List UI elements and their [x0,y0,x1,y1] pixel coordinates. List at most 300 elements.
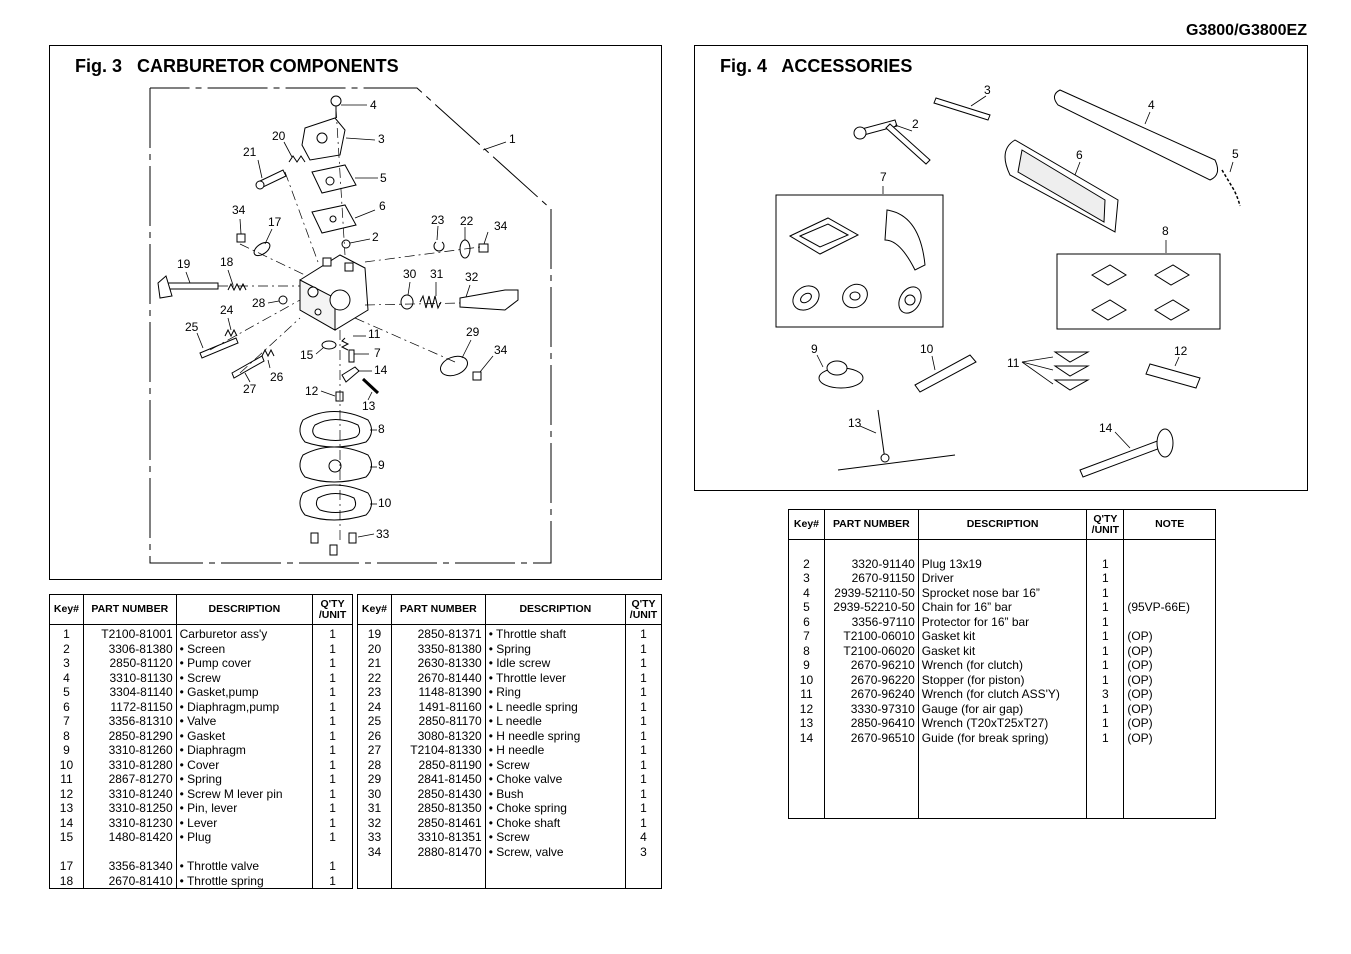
callout-fig4-14: 14 [1099,421,1113,435]
table-cell [1124,571,1216,586]
table-row [789,789,1216,804]
callout-fig3-5: 5 [380,171,387,185]
callout-fig4-11: 11 [1007,356,1020,370]
table-cell: 1 [1087,615,1124,630]
table-cell [1087,540,1124,557]
table-row [789,760,1216,775]
table-row [789,644,1216,659]
table-cell: 3 [1087,687,1124,702]
table-row [789,600,1216,615]
callout-fig3-24: 24 [220,303,234,317]
callout-fig3-27: 27 [243,382,257,396]
table-cell: 3310-81250 [83,801,176,816]
table-cell [1087,803,1124,818]
callout-fig4-3: 3 [984,83,991,97]
table-cell: 2 [789,557,825,572]
table-cell: 1 [626,700,662,715]
table-cell: 2670-96220 [824,673,918,688]
table-cell: 2850-81190 [391,758,485,773]
table-cell: • Spring [485,642,625,657]
callout-fig3-20: 20 [272,129,286,143]
table-row [789,716,1216,731]
table-cell: 18 [50,874,84,889]
table-cell: • Spring [176,772,312,787]
table-row [50,700,353,715]
table-cell: 25 [358,714,392,729]
table-cell: 1 [626,656,662,671]
table-cell [358,859,392,874]
parts-table-accessories [788,509,1216,819]
table-cell: 3330-97310 [824,702,918,717]
table-cell: • Throttle shaft [485,625,625,642]
table-row [50,729,353,744]
table-cell: 1 [626,801,662,816]
table-row [789,702,1216,717]
table-cell: 5 [50,685,84,700]
col-description: DESCRIPTION [176,595,312,625]
table-cell: 23 [358,685,392,700]
table-cell [176,845,312,860]
table-row [358,787,662,802]
table-row [358,642,662,657]
table-cell: 1 [313,642,353,657]
table-row [50,859,353,874]
table-cell: 1 [313,656,353,671]
table-cell: 13 [50,801,84,816]
callout-fig3-7: 7 [374,346,381,360]
table-row [50,801,353,816]
table-cell [485,874,625,889]
model-title: G3800/G3800EZ [1186,22,1307,39]
table-cell: Carburetor ass'y [176,625,312,642]
table-cell: 3356-81340 [83,859,176,874]
table-cell: Sprocket nose bar 16” [918,586,1087,601]
table-row [358,816,662,831]
table-cell: 3356-81310 [83,714,176,729]
table-cell: 1172-81150 [83,700,176,715]
table-row [789,673,1216,688]
table-cell: 3310-81280 [83,758,176,773]
table-cell: 12 [50,787,84,802]
table-cell: 2670-81440 [391,671,485,686]
callout-fig3-2: 2 [372,230,379,244]
table-cell: 3 [626,845,662,860]
callout-fig3-34b: 34 [494,219,508,233]
table-cell: 1480-81420 [83,830,176,845]
table-cell [918,745,1087,760]
table-cell: 1 [313,787,353,802]
table-row [358,685,662,700]
table-cell: 2 [50,642,84,657]
table-cell: Protector for 16” bar [918,615,1087,630]
table-cell [83,845,176,860]
table-row [358,700,662,715]
col-qty: Q'TY /UNIT [313,595,353,625]
table-cell: 1 [626,816,662,831]
table-cell: 31 [358,801,392,816]
table-cell: 1148-81390 [391,685,485,700]
table-cell: 15 [50,830,84,845]
table-cell: 1 [313,758,353,773]
table-cell: • Plug [176,830,312,845]
table-cell: Driver [918,571,1087,586]
table-cell [918,540,1087,557]
table-cell: 8 [50,729,84,744]
table-cell: • Throttle valve [176,859,312,874]
table-cell: 9 [789,658,825,673]
table-cell: • Gasket [176,729,312,744]
table-cell: 1 [313,625,353,642]
table-cell: • Diaphragm,pump [176,700,312,715]
table-cell: 17 [50,859,84,874]
table-cell: 1 [626,772,662,787]
callout-fig3-15: 15 [300,348,314,362]
table-cell: 4 [626,830,662,845]
callout-fig3-25: 25 [185,320,199,334]
table-cell [1124,540,1216,557]
table-cell: 1 [626,743,662,758]
table-cell: 1 [313,743,353,758]
table-cell: 1 [1087,702,1124,717]
table-cell [391,859,485,874]
table-row [358,729,662,744]
table-cell: • Throttle lever [485,671,625,686]
table-cell: 1 [1087,557,1124,572]
table-cell: (OP) [1124,687,1216,702]
table-cell: 19 [358,625,392,642]
table-cell: 2850-81461 [391,816,485,831]
table-cell: 2670-96210 [824,658,918,673]
col-part-number: PART NUMBER [391,595,485,625]
callout-fig4-12: 12 [1174,344,1188,358]
table-cell: Gasket kit [918,629,1087,644]
table-cell: 2850-81430 [391,787,485,802]
table-cell: • Valve [176,714,312,729]
table-cell: 13 [789,716,825,731]
table-cell [313,845,353,860]
table-cell: 8 [789,644,825,659]
table-cell [485,859,625,874]
table-cell [824,774,918,789]
table-cell: 3 [789,571,825,586]
table-cell: 3306-81380 [83,642,176,657]
table-row [50,830,353,845]
table-cell: 4 [50,671,84,686]
table-row [358,671,662,686]
table-row [50,656,353,671]
table-row [50,625,353,642]
table-cell: 1 [1087,673,1124,688]
table-cell: 1 [313,685,353,700]
table-row [789,629,1216,644]
table-cell [824,745,918,760]
table-row [358,625,662,642]
fig4-title: Fig. 4 ACCESSORIES [720,56,913,76]
table-cell: • H needle spring [485,729,625,744]
table-cell [1087,745,1124,760]
table-row [358,743,662,758]
col-description: DESCRIPTION [485,595,625,625]
fig3-title: Fig. 3 CARBURETOR COMPONENTS [75,56,399,76]
table-cell [824,803,918,818]
table-cell: 1 [626,758,662,773]
table-cell [918,789,1087,804]
table-row [50,787,353,802]
table-cell: 1 [626,714,662,729]
table-cell: • Screw, valve [485,845,625,860]
table-cell: (OP) [1124,658,1216,673]
table-cell: 2841-81450 [391,772,485,787]
table-cell: 24 [358,700,392,715]
table-cell [789,789,825,804]
callout-fig3-34c: 34 [494,343,508,357]
table-row [50,685,353,700]
table-cell: 1 [50,625,84,642]
callout-fig3-12: 12 [305,384,319,398]
col-part-number: PART NUMBER [83,595,176,625]
table-cell: 1 [1087,586,1124,601]
table-cell: • Cover [176,758,312,773]
callout-fig3-28: 28 [252,296,266,310]
table-cell: 1 [313,859,353,874]
callout-fig3-19: 19 [177,257,191,271]
table-cell [789,540,825,557]
table-row [789,745,1216,760]
table-row [789,774,1216,789]
table-cell [358,874,392,889]
table-row [358,874,662,889]
table-row [789,803,1216,818]
callout-fig3-4: 4 [370,98,377,112]
table-cell: 2630-81330 [391,656,485,671]
table-cell: • L needle spring [485,700,625,715]
table-cell: 27 [358,743,392,758]
table-cell: • H needle [485,743,625,758]
callout-fig4-4: 4 [1148,98,1155,112]
callout-fig3-23: 23 [431,213,445,227]
table-cell: 21 [358,656,392,671]
table-cell: 1 [626,787,662,802]
table-cell: • Choke shaft [485,816,625,831]
table-row [50,743,353,758]
table-row [358,859,662,874]
col-key: Key# [789,510,825,540]
table-cell: • Idle screw [485,656,625,671]
table-cell [1124,557,1216,572]
table-cell: 29 [358,772,392,787]
table-row [789,687,1216,702]
callout-fig3-18: 18 [220,255,234,269]
table-cell: 3 [50,656,84,671]
table-cell: (95VP-66E) [1124,600,1216,615]
table-cell: 1 [313,729,353,744]
table-row [358,772,662,787]
table-cell: • Pump cover [176,656,312,671]
table-cell: 26 [358,729,392,744]
table-cell: Gauge (for air gap) [918,702,1087,717]
callout-fig4-5: 5 [1232,147,1239,161]
table-cell [789,803,825,818]
callout-fig4-8: 8 [1162,224,1169,238]
table-cell: 2670-81410 [83,874,176,889]
table-cell: 2850-96410 [824,716,918,731]
callout-fig4-6: 6 [1076,148,1083,162]
table-cell [824,760,918,775]
table-cell [1087,789,1124,804]
callout-fig3-26: 26 [270,370,284,384]
callout-fig3-31: 31 [430,267,444,281]
table-cell: 3310-81351 [391,830,485,845]
table-cell: 1 [313,801,353,816]
table-cell: • Screw M lever pin [176,787,312,802]
table-cell: 3304-81140 [83,685,176,700]
table-cell: 3356-97110 [824,615,918,630]
table-cell: 6 [789,615,825,630]
callout-fig3-17: 17 [268,215,282,229]
table-cell: 2850-81120 [83,656,176,671]
table-cell: • Throttle spring [176,874,312,889]
table-cell: 33 [358,830,392,845]
table-cell [50,845,84,860]
table-cell: (OP) [1124,673,1216,688]
table-cell: 30 [358,787,392,802]
callout-fig3-22: 22 [460,214,474,228]
table-cell: 2670-96510 [824,731,918,746]
table-cell: 9 [50,743,84,758]
table-cell: • Diaphragm [176,743,312,758]
table-cell: 1 [626,671,662,686]
table-row [50,845,353,860]
table-cell: 7 [789,629,825,644]
table-cell [1087,760,1124,775]
table-cell: 2850-81290 [83,729,176,744]
table-cell [1124,586,1216,601]
callout-fig3-29: 29 [466,325,480,339]
table-cell: 11 [50,772,84,787]
table-cell [1124,789,1216,804]
table-cell: • Ring [485,685,625,700]
table-cell: 2670-91150 [824,571,918,586]
table-cell [824,540,918,557]
table-cell [391,874,485,889]
table-cell: • Choke spring [485,801,625,816]
callout-fig4-13: 13 [848,416,862,430]
table-cell: 6 [50,700,84,715]
table-cell: 10 [789,673,825,688]
table-row [50,642,353,657]
table-cell [824,789,918,804]
table-cell: T2100-81001 [83,625,176,642]
table-cell: Chain for 16” bar [918,600,1087,615]
table-cell: 2939-52110-50 [824,586,918,601]
table-cell: 1 [313,772,353,787]
table-cell: 1 [313,714,353,729]
table-row [50,816,353,831]
callout-fig3-3: 3 [378,132,385,146]
table-cell: 2939-52210-50 [824,600,918,615]
table-row [358,830,662,845]
table-cell: • Bush [485,787,625,802]
table-cell: 2867-81270 [83,772,176,787]
table-cell: 3320-91140 [824,557,918,572]
table-cell: Wrench (for clutch) [918,658,1087,673]
table-cell [918,774,1087,789]
table-cell: 1 [1087,600,1124,615]
table-cell: • Screw [485,758,625,773]
table-cell: 10 [50,758,84,773]
table-cell: 12 [789,702,825,717]
callout-fig3-13: 13 [362,399,376,413]
table-cell: Stopper (for piston) [918,673,1087,688]
callout-fig4-2: 2 [912,117,919,131]
table-cell [1124,615,1216,630]
table-cell: • L needle [485,714,625,729]
table-cell: 3350-81380 [391,642,485,657]
table-row [50,714,353,729]
table-cell: 1 [626,729,662,744]
table-row [789,658,1216,673]
table-row [50,772,353,787]
col-part-number: PART NUMBER [824,510,918,540]
table-cell: 1 [313,671,353,686]
table-cell: 1 [626,685,662,700]
table-cell: 3310-81240 [83,787,176,802]
table-cell [789,774,825,789]
table-cell: 3310-81260 [83,743,176,758]
table-row [50,874,353,889]
table-row [358,758,662,773]
table-cell [626,859,662,874]
table-cell: 2850-81350 [391,801,485,816]
callout-fig3-33: 33 [376,527,390,541]
callout-fig4-10: 10 [920,342,934,356]
table-cell [1124,760,1216,775]
table-cell [918,760,1087,775]
table-cell: T2100-06010 [824,629,918,644]
table-row [789,586,1216,601]
table-cell: 2850-81170 [391,714,485,729]
table-cell: 32 [358,816,392,831]
table-row [789,615,1216,630]
callout-fig3-30: 30 [403,267,417,281]
table-cell: 1 [626,625,662,642]
table-cell [626,874,662,889]
callout-fig3-11: 11 [368,327,381,341]
table-cell: 3310-81230 [83,816,176,831]
table-row [789,731,1216,746]
table-cell: 1 [1087,658,1124,673]
col-key: Key# [50,595,84,625]
table-cell: Guide (for break spring) [918,731,1087,746]
callout-fig3-9: 9 [378,458,385,472]
table-cell: 1 [1087,716,1124,731]
table-cell: 22 [358,671,392,686]
table-cell: 11 [789,687,825,702]
callout-fig3-1: 1 [509,132,516,146]
table-row [789,557,1216,572]
table-row [789,540,1216,557]
table-row [358,845,662,860]
table-cell: 4 [789,586,825,601]
table-cell: T2104-81330 [391,743,485,758]
callout-fig3-14: 14 [374,363,388,377]
table-row [789,571,1216,586]
table-row [358,656,662,671]
table-cell: 3080-81320 [391,729,485,744]
table-cell: 2880-81470 [391,845,485,860]
table-cell: 2850-81371 [391,625,485,642]
table-cell: (OP) [1124,731,1216,746]
